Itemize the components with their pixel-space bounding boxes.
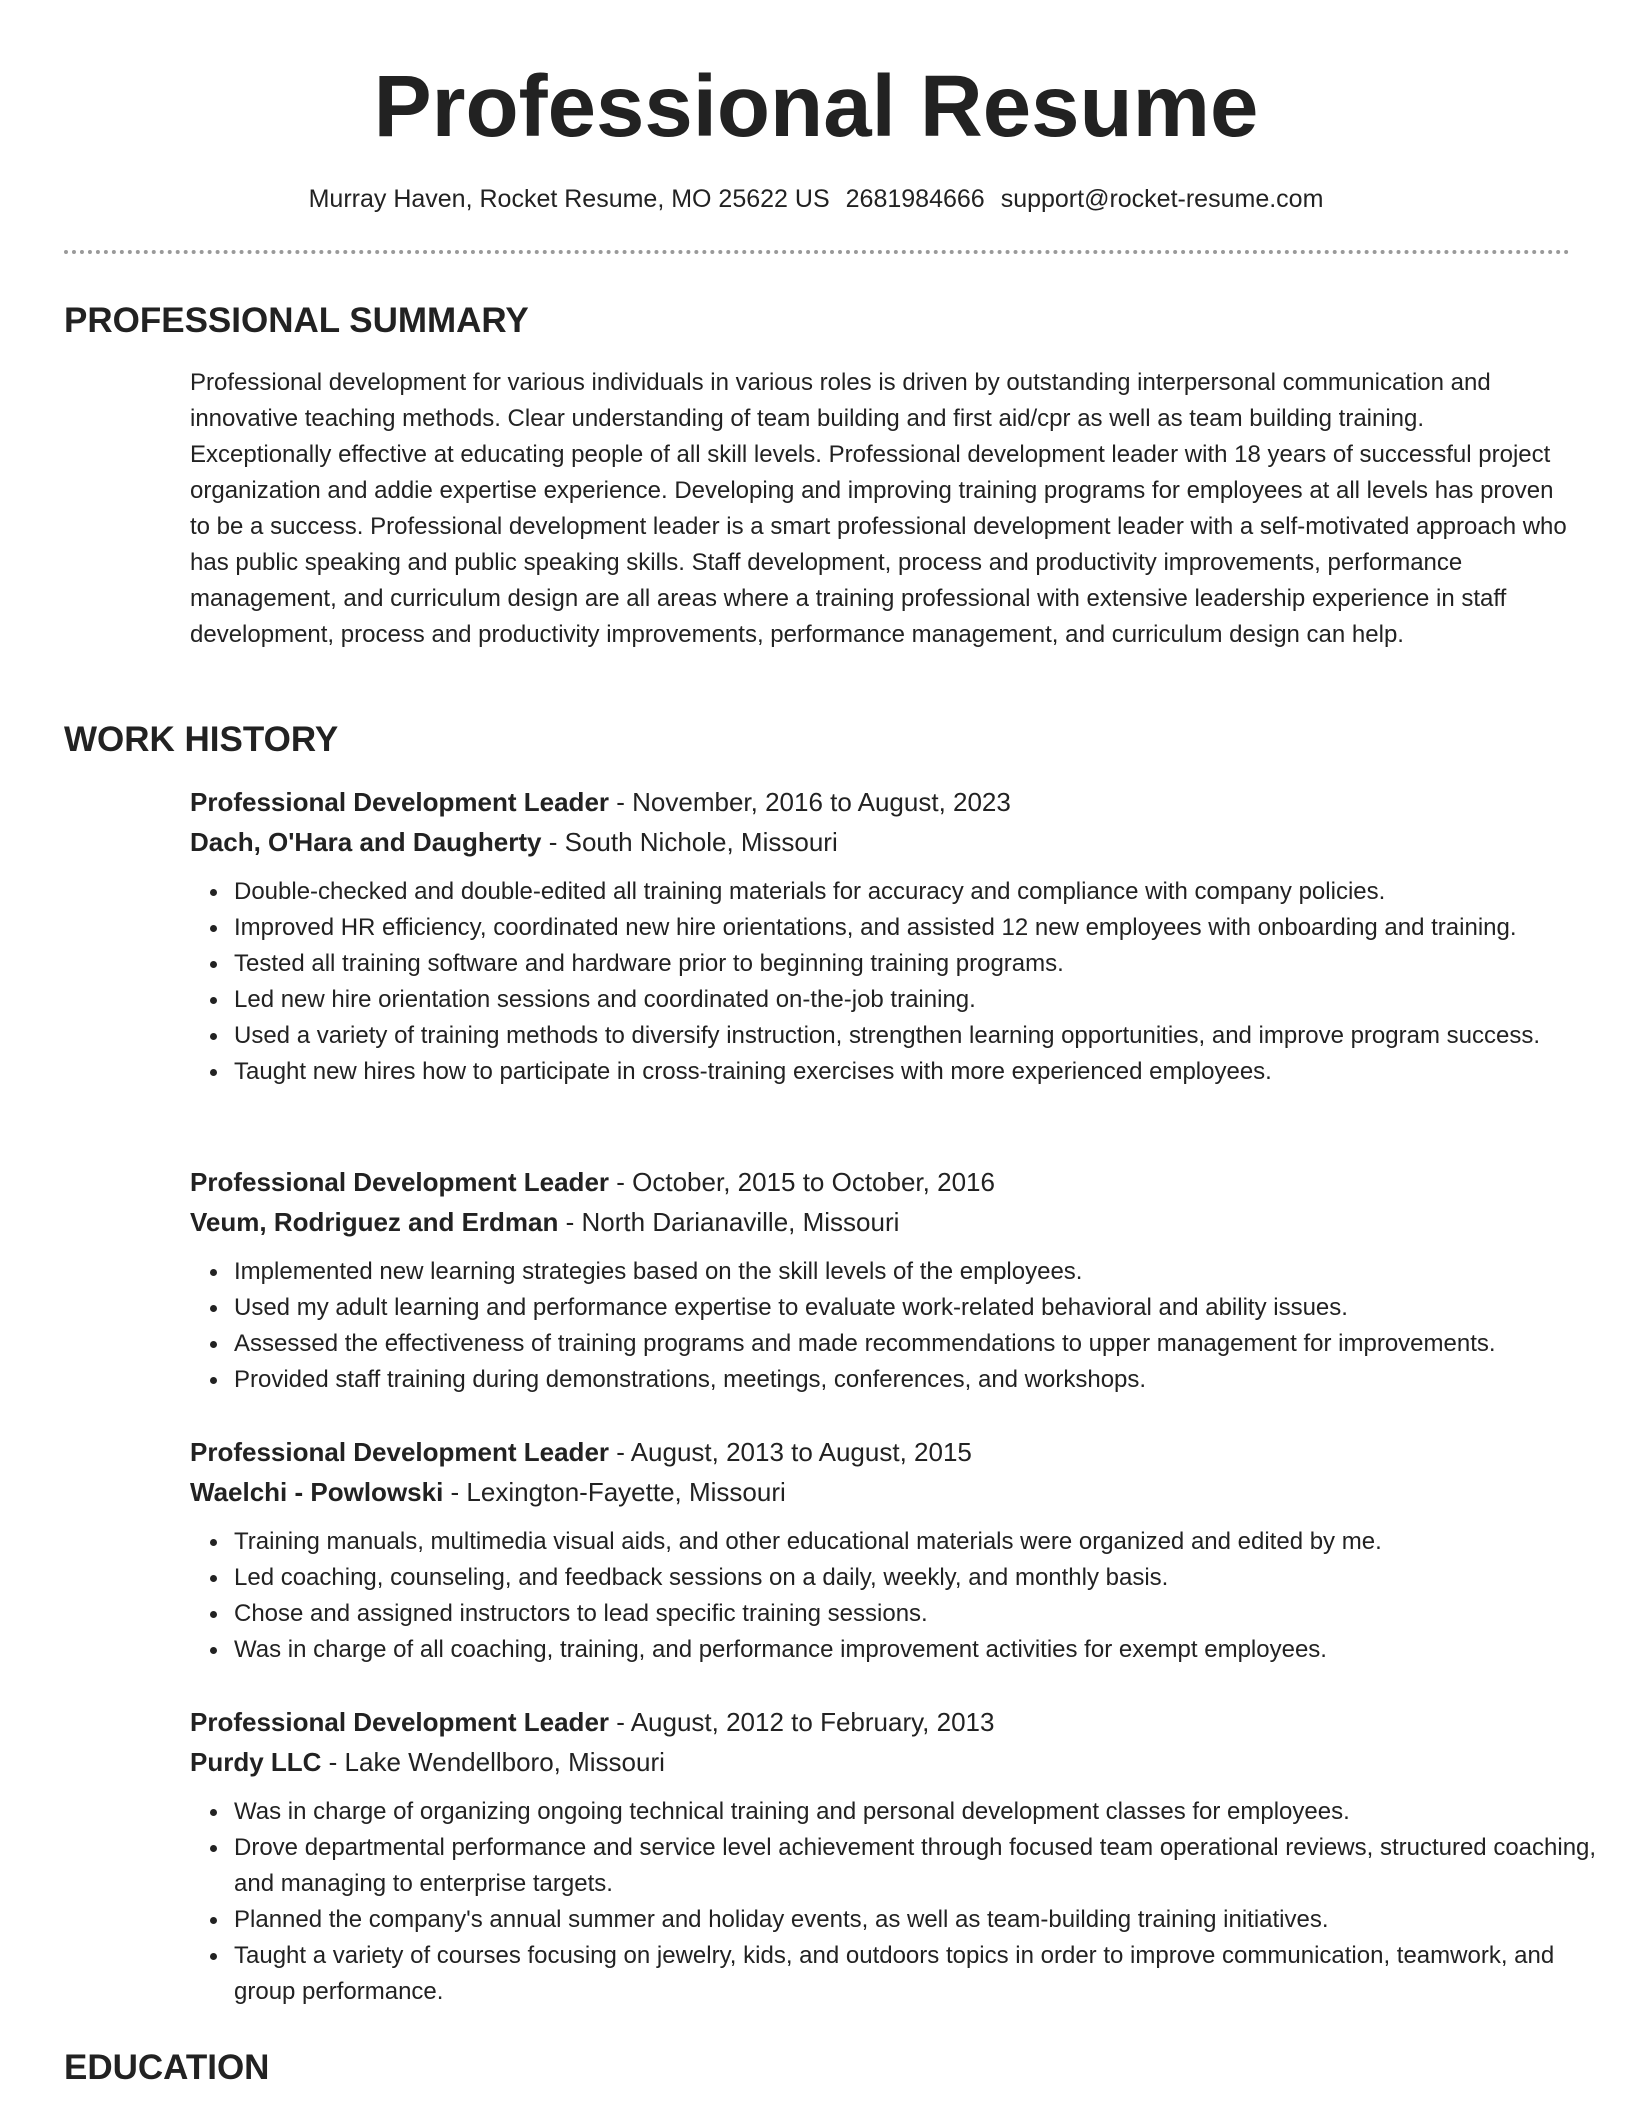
header-divider: [64, 250, 1570, 254]
job-bullet: Was in charge of all coaching, training, and performance improvement activities for exempt employees.: [234, 1632, 1614, 1668]
job-bullet: Provided staff training during demonstrations, meetings, conferences, and workshops.: [234, 1362, 1614, 1398]
job-bullet: Used my adult learning and performance expertise to evaluate work-related behavioral and ability issues.: [234, 1290, 1614, 1326]
job-role: Professional Development Leader: [190, 787, 610, 817]
phone-text: 2681984666: [845, 185, 985, 213]
job-title-line: [190, 1702, 1590, 1742]
job-role: Professional Development Leader: [190, 1707, 610, 1737]
summary-text: Professional development for various individuals in various roles is driven by outstanding interpersonal communication and innovative teaching methods. Clear understanding of team building and first aid/cpr as well as team building training. Exceptionally effective at educating people of all skill levels. Professional development leader with 18 years of successful project organization and addie expertise experience. Developing and improving training programs for employees at all levels has proven to be a success. Professional development leader is a smart professional development leader with a self-motivated approach who has public speaking and public speaking skills. Staff development, process and productivity improvements, performance management, and curriculum design are all areas where a training professional with extensive leadership experience in staff development, process and productivity improvements, performance management, and curriculum design can help.: [190, 369, 1567, 648]
job-bullet: Drove departmental performance and service level achievement through focused team operational reviews, structured coaching, and managing to enterprise targets.: [234, 1830, 1614, 1902]
job-title-line: [190, 1162, 1590, 1202]
job-bullet: Assessed the effectiveness of training programs and made recommendations to upper management for improvements.: [234, 1326, 1614, 1362]
job-entry: [190, 1702, 1597, 2010]
job-bullet: Training manuals, multimedia visual aids, and other educational materials were organized and edited by me.: [234, 1524, 1614, 1560]
job-bullet: Taught a variety of courses focusing on jewelry, kids, and outdoors topics in order to improve communication, teamwork, and group performance.: [234, 1938, 1614, 2010]
job-bullets: [190, 1524, 1614, 1668]
job-company-line: [190, 822, 1590, 862]
job-bullets: [190, 1254, 1614, 1398]
contact-line: [0, 181, 1632, 217]
job-location: - North Darianaville, Missouri: [558, 1207, 900, 1237]
job-dates: - October, 2015 to October, 2016: [609, 1167, 995, 1197]
job-bullet: Implemented new learning strategies based on the skill levels of the employees.: [234, 1254, 1614, 1290]
job-bullets: [190, 1794, 1614, 2010]
job-dates: - August, 2013 to August, 2015: [609, 1437, 972, 1467]
job-bullet: Led coaching, counseling, and feedback sessions on a daily, weekly, and monthly basis.: [234, 1560, 1614, 1596]
job-company: Veum, Rodriguez and Erdman: [190, 1207, 559, 1237]
email-text: support@rocket-resume.com: [1000, 185, 1324, 213]
job-entry: [190, 1162, 1590, 1398]
job-company-line: [190, 1742, 1590, 1782]
job-company: Purdy LLC: [190, 1747, 322, 1777]
section-title-summary: PROFESSIONAL SUMMARY: [64, 301, 529, 340]
job-company-line: [190, 1202, 1590, 1242]
job-location: - Lake Wendellboro, Missouri: [321, 1747, 665, 1777]
job-bullet: Tested all training software and hardware prior to beginning training programs.: [234, 946, 1614, 982]
resume-title: Professional Resume: [373, 58, 1259, 155]
job-location: - South Nichole, Missouri: [541, 827, 838, 857]
job-bullet: Used a variety of training methods to diversify instruction, strengthen learning opportunities, and improve program success.: [234, 1018, 1614, 1054]
job-dates: - November, 2016 to August, 2023: [609, 787, 1011, 817]
job-location: - Lexington-Fayette, Missouri: [443, 1477, 786, 1507]
job-role: Professional Development Leader: [190, 1167, 610, 1197]
job-bullets: [190, 874, 1614, 1090]
job-bullet: Improved HR efficiency, coordinated new hire orientations, and assisted 12 new employees with onboarding and training.: [234, 910, 1614, 946]
job-dates: - August, 2012 to February, 2013: [609, 1707, 995, 1737]
address-text: Murray Haven, Rocket Resume, MO 25622 US: [308, 185, 830, 213]
job-company-line: [190, 1472, 1590, 1512]
job-entry: [190, 782, 1590, 1090]
job-company: Dach, O'Hara and Daugherty: [190, 827, 542, 857]
job-bullet: Planned the company's annual summer and holiday events, as well as team-building training initiatives.: [234, 1902, 1614, 1938]
job-title-line: [190, 1432, 1590, 1472]
job-bullet: Taught new hires how to participate in cross-training exercises with more experienced employees.: [234, 1054, 1614, 1090]
job-bullet: Was in charge of organizing ongoing technical training and personal development classes for employees.: [234, 1794, 1614, 1830]
section-title-education: EDUCATION: [64, 2048, 270, 2087]
job-bullet: Double-checked and double-edited all training materials for accuracy and compliance with company policies.: [234, 874, 1614, 910]
job-entry: [190, 1432, 1590, 1668]
job-company: Waelchi - Powlowski: [190, 1477, 444, 1507]
job-bullet: Chose and assigned instructors to lead specific training sessions.: [234, 1596, 1614, 1632]
job-bullet: Led new hire orientation sessions and coordinated on-the-job training.: [234, 982, 1614, 1018]
job-title-line: [190, 782, 1590, 822]
job-role: Professional Development Leader: [190, 1437, 610, 1467]
section-title-work-history: WORK HISTORY: [64, 720, 339, 759]
